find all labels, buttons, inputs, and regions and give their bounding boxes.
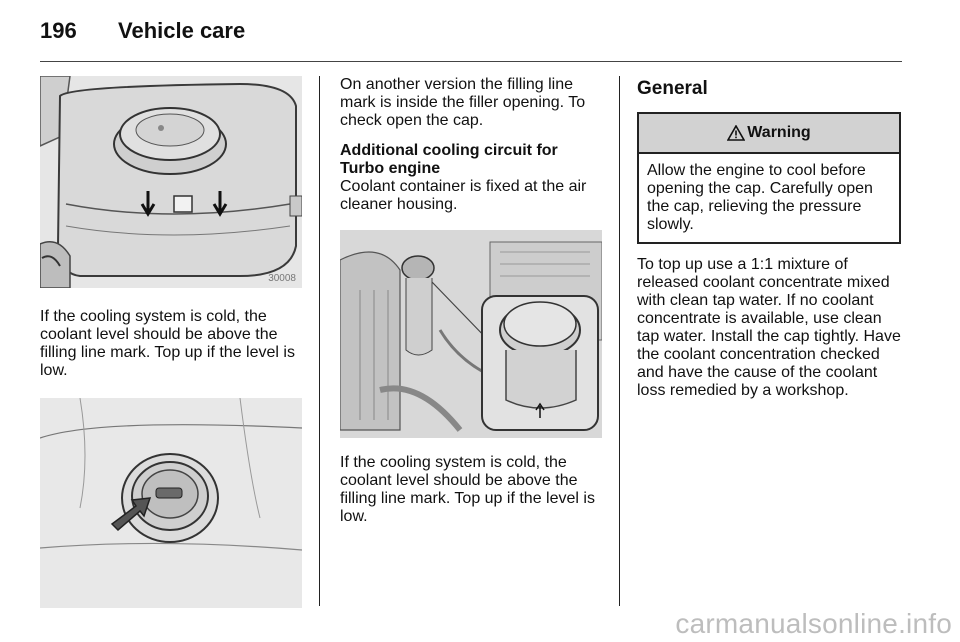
warning-title: Warning — [747, 124, 811, 141]
warning-triangle-icon — [727, 125, 745, 141]
filler-opening-illustration — [40, 398, 302, 608]
page-number: 196 — [40, 18, 77, 43]
warning-text: Allow the engine to cool before opening the cap. Carefully open the cap, relieving the pressure slowly. — [647, 162, 873, 233]
column-2 — [340, 76, 602, 526]
column-divider-2 — [619, 76, 620, 606]
column-1 — [40, 76, 302, 608]
warning-header — [639, 114, 899, 154]
turbo-cold-coolant-paragraph: If the cooling system is cold, the coolant level should be above the filling line mark. Top up if the level is low. — [340, 454, 595, 525]
section-title: Vehicle care — [118, 18, 246, 43]
turbo-coolant-container-illustration — [340, 230, 602, 438]
page-header — [40, 18, 245, 48]
column-3 — [637, 76, 901, 400]
cold-coolant-paragraph: If the cooling system is cold, the coolant level should be above the filling line mark. Top up if the level is low. — [40, 308, 295, 379]
general-heading: General — [637, 78, 708, 99]
header-rule — [40, 61, 902, 62]
warning-box — [637, 112, 901, 244]
engine-bay-drawing — [340, 230, 602, 438]
turbo-circuit-heading: Additional cooling circuit for Turbo engine — [340, 142, 558, 177]
filler-version-paragraph: On another version the filling line mark is inside the filler opening. To check open the cap. — [340, 76, 586, 129]
coolant-reservoir-illustration — [40, 76, 302, 288]
top-up-paragraph: To top up use a 1:1 mixture of released coolant concentrate mixed with clean tap water. If no coolant concentrate is available, use clean tap water. Install the cap tightly. Have the coolant concentration checked and have the cause of the coolant loss remedied by a workshop. — [637, 256, 901, 399]
figure-code: 30008 — [268, 273, 296, 284]
coolant-reservoir-drawing — [40, 76, 302, 288]
column-divider-1 — [319, 76, 320, 606]
watermark: carmanualsonline.info — [675, 608, 952, 639]
filler-opening-drawing — [40, 398, 302, 608]
container-location-paragraph: Coolant container is fixed at the air cleaner housing. — [340, 178, 587, 213]
